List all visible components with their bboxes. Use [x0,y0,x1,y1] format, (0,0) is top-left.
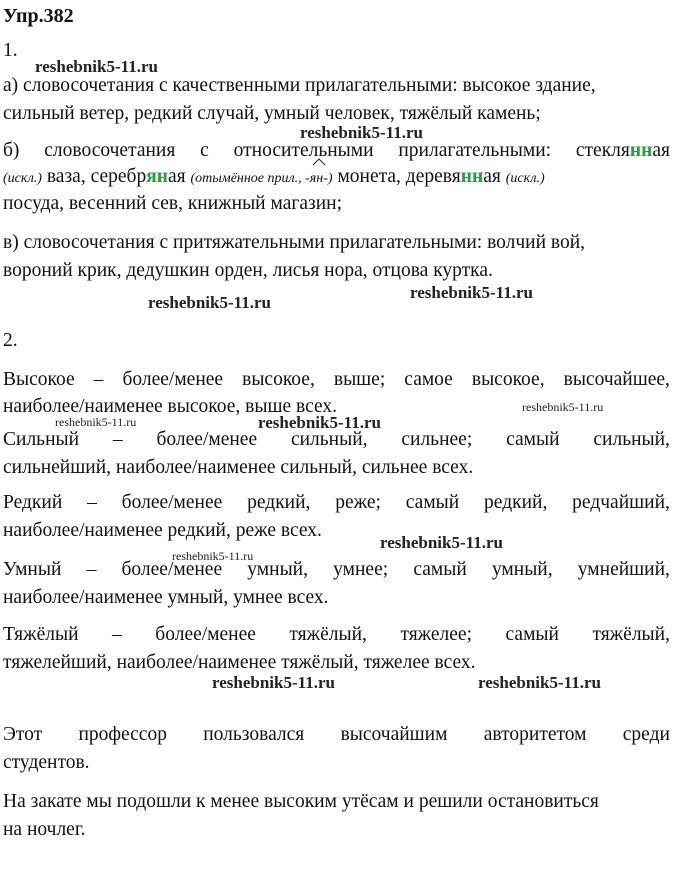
paragraph-3-line-2: наиболее/наименее редкий, реже всех. [3,520,322,541]
watermark: reshebnik5-11.ru [258,413,381,432]
sentence-2-line-1: На закате мы подошли к менее высоким утёсам и решили остановиться [3,791,599,812]
paragraph-2-line-2: сильнейший, наиболее/наименее сильный, сильнее всех. [3,457,474,478]
watermark: reshebnik5-11.ru [522,400,604,414]
word: ваза, [46,166,86,187]
word: монета, [337,166,401,187]
exception-note: (искл.) [505,171,545,186]
section-number: 2. [3,330,18,351]
sentence-2-line-2: на ночлег. [3,819,86,840]
grammar-note: (отымённое прил., - ян-) [191,171,333,186]
watermark: reshebnik5-11.ru [380,533,503,552]
paragraph-1-line-1: Высокое – более/менее высокое, выше; самое высокое, высочайшее, [3,369,670,390]
text-line-a1: а) словосочетания с качественными прилагательными: высокое здание, [3,75,596,96]
watermark: reshebnik5-11.ru [212,673,335,692]
text-line-b1 [3,140,670,162]
watermark: reshebnik5-11.ru [410,283,533,302]
word: относительными [233,140,374,161]
word-with-highlight: стеклянная [575,140,670,161]
word: с [200,140,209,161]
paragraph-5-line-2: тяжелейший, наиболее/наименее тяжёлый, тяжелее всех. [3,652,476,673]
paragraph-2-line-1: Сильный – более/менее сильный, сильнее; самый сильный, [3,429,670,450]
word-derevyannaya: деревянная [405,166,501,187]
word: словосочетания [44,140,176,161]
watermark: reshebnik5-11.ru [172,549,254,563]
section-number: 1. [3,40,18,61]
paragraph-4-line-1: Умный – более/менее умный, умнее; самый умный, умнейший, [3,559,670,580]
paragraph-4-line-2: наиболее/наименее умный, умнее всех. [3,587,329,608]
text-line-a2: сильный ветер, редкий случай, умный человек, тяжёлый камень; [3,103,541,124]
exception-note: (искл.) [3,171,42,186]
text-line-b2 [3,166,545,190]
text-line-v1: в) словосочетания с притяжательными прилагательными: волчий вой, [3,232,586,253]
sentence-1-line-1: Этот профессор пользовался высочайшим авторитетом среди [3,724,670,745]
text-line-v2: вороний крик, дедушкин орден, лисья нора, отцова куртка. [3,260,493,281]
exercise-title: Упр.382 [3,5,74,27]
paragraph-3-line-1: Редкий – более/менее редкий, реже; самый редкий, редчайший, [3,492,670,513]
watermark: reshebnik5-11.ru [300,123,423,142]
word: б) [3,140,20,161]
paragraph-5-line-1: Тяжёлый – более/менее тяжёлый, тяжелее; самый тяжёлый, [3,624,670,645]
watermark: reshebnik5-11.ru [478,673,601,692]
word-serebryanaya: серебряная [90,166,186,187]
text-line-b3: посуда, весенний сев, книжный магазин; [3,193,342,214]
watermark: reshebnik5-11.ru [55,415,137,429]
word: прилагательными: [398,140,552,161]
watermark: reshebnik5-11.ru [35,57,158,76]
sentence-1-line-2: студентов. [3,752,90,773]
watermark: reshebnik5-11.ru [148,293,271,312]
paragraph-1-line-2: наиболее/наименее высокое, выше всех. [3,396,337,417]
